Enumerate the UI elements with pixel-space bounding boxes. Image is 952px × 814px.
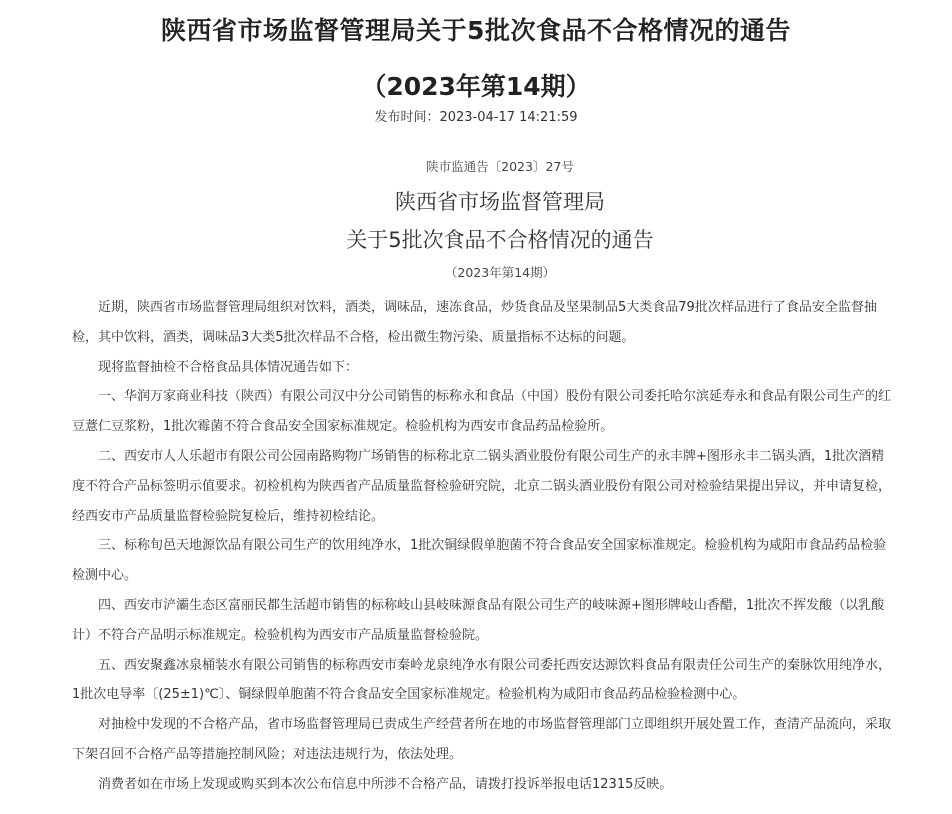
paragraph-lead: 现将监督抽检不合格食品具体情况通告如下： xyxy=(98,359,359,375)
publish-time: 发布时间：2023-04-17 14:21:59 xyxy=(374,110,578,125)
notice-org: 陕西省市场监督管理局 xyxy=(395,190,605,214)
paragraph-item-3: 三、标称旬邑天地源饮品有限公司生产的饮用纯净水，1批次铜绿假单胞菌不符合食品安全国家标准规定。检验机构为咸阳市食品药品检验检测中心。 xyxy=(72,538,887,584)
paragraph-hotline: 消费者如在市场上发现或购买到本次公布信息中所涉不合格产品，请拨打投诉举报电话12315反映。 xyxy=(98,776,673,792)
notice-issue: （2023年第14期） xyxy=(444,265,556,280)
notice-subject: 关于5批次食品不合格情况的通告 xyxy=(346,228,654,252)
paragraph-intro: 近期，陕西省市场监督管理局组织对饮料，酒类，调味品，速冻食品，炒货食品及坚果制品5大类食品79批次样品进行了食品安全监督抽检，其中饮料，酒类，调味品3大类5批次样品不合格，检出微生物污染、质量指标不达标的问题。 xyxy=(72,300,877,345)
doc-number: 陕市监通告〔2023〕27号 xyxy=(426,159,574,174)
article-title: 陕西省市场监督管理局关于5批次食品不合格情况的通告 xyxy=(161,16,791,45)
notice-body xyxy=(72,293,896,800)
paragraph-item-4: 四、西安市浐灞生态区富丽民都生活超市销售的标称岐山县岐味源食品有限公司生产的岐味源+图形牌岐山香醋，1批次不挥发酸（以乳酸计）不符合产品明示标准规定。检验机构为西安市产品质量监督检验院。 xyxy=(72,597,885,643)
paragraph-item-5: 五、西安聚鑫冰泉桶装水有限公司销售的标称西安市秦岭龙泉纯净水有限公司委托西安达源饮料食品有限责任公司生产的秦脉饮用纯净水，1批次电导率〔(25±1)℃〕、铜绿假单胞菌不符合食品安全国家标准规定。检验机构为咸阳市食品药品检验检测中心。 xyxy=(72,657,892,703)
paragraph-handling: 对抽检中发现的不合格产品，省市场监督管理局已责成生产经营者所在地的市场监督管理部门立即组织开展处置工作，查清产品流向，采取下架召回不合格产品等措施控制风险；对违法违规行为，依法处理。 xyxy=(72,717,892,762)
paragraph-item-1: 一、华润万家商业科技（陕西）有限公司汉中分公司销售的标称永和食品（中国）股份有限公司委托哈尔滨延寿永和食品有限公司生产的红豆薏仁豆浆粉，1批次霉菌不符合食品安全国家标准规定。检验机构为西安市食品药品检验所。 xyxy=(72,389,892,435)
paragraph-item-2: 二、西安市人人乐超市有限公司公园南路购物广场销售的标称北京二锅头酒业股份有限公司生产的永丰牌+图形永丰二锅头酒，1批次酒精度不符合产品标签明示值要求。初检机构为陕西省产品质量监督检验研究院，北京二锅头酒业股份有限公司对检验结果提出异议，并申请复检，经西安市产品质量监督检验院复检后，维持初检结论。 xyxy=(72,448,892,524)
article-issue: （2023年第14期） xyxy=(361,72,591,101)
